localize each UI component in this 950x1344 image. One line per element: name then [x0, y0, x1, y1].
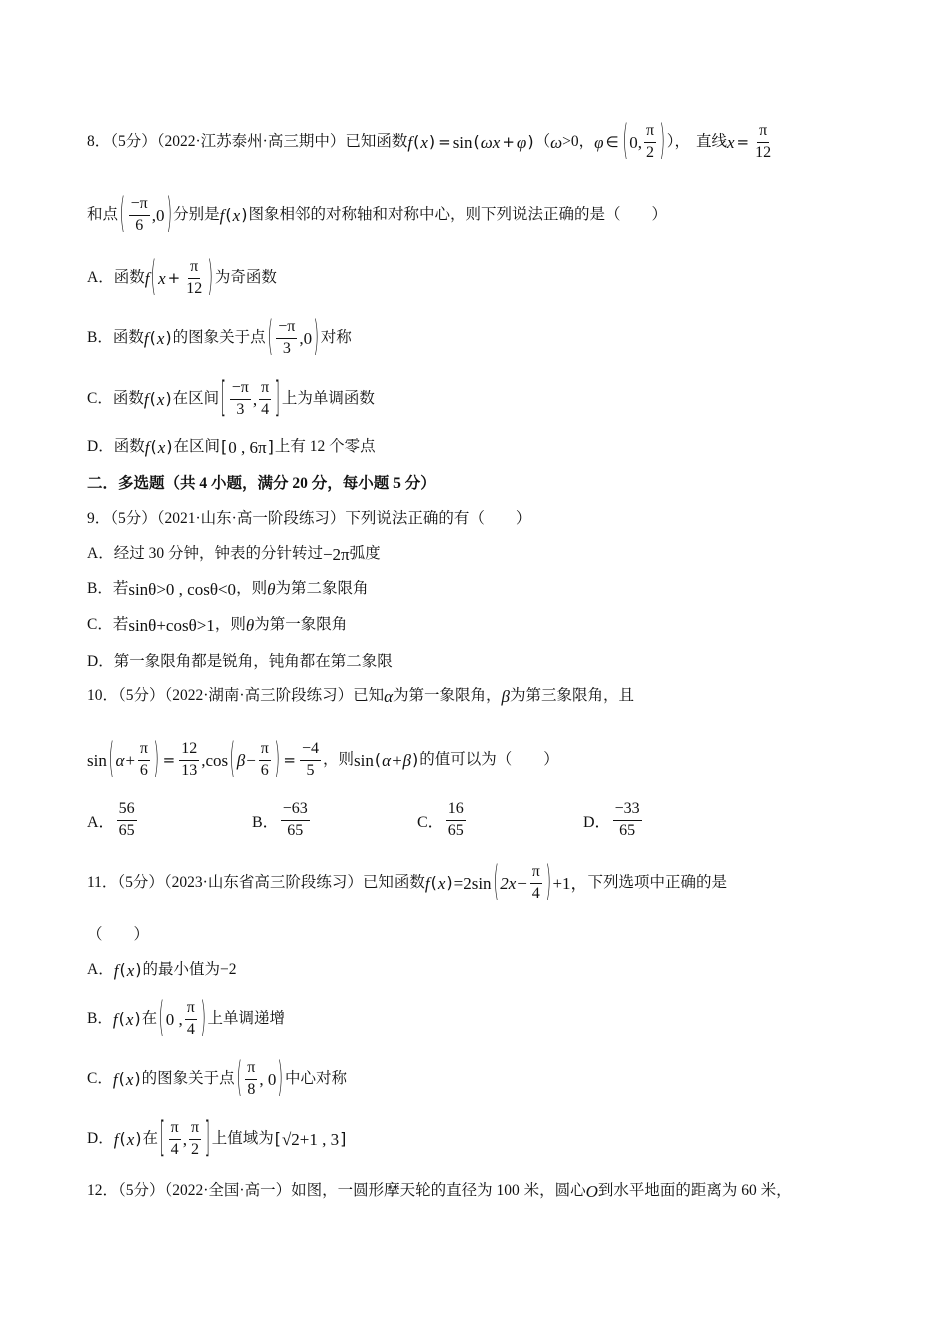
q8-c-frac1: $\frac{-\pi}{3}$: [231, 378, 249, 418]
q10-choice-c: C． $\frac{16}{65}$: [417, 799, 464, 839]
q11-frac-pi-4: $\frac{\pi}{4}$: [531, 862, 540, 902]
q10-choice-a: A． $\frac{56}{65}$: [87, 799, 135, 839]
q12-stem: 12．（5分）（2022·全国·高一）如图，一圆形摩天轮的直径为 100 米，圆心 O 到水平地面的距离为 60 米，: [87, 1181, 792, 1201]
q9-option-c: C．若 sinθ+cosθ>1 ，则 θ 为第一象限角: [87, 615, 348, 635]
q11-option-d: D． f ( x ) 在 [ $\frac{\pi}{4}$ , $\frac{\pi}{2}$ ] 上值域为 [ √2+1 , 3 ]: [87, 1113, 347, 1162]
q8-option-b: B．函数 f ( x ) 的图象关于点 ( $\frac{-\pi}{3}$ , 0 ) 对称: [87, 312, 352, 361]
q11-option-c: C． f ( x ) 的图象关于点 ( $\frac{\pi}{8}$ , 0 ) 中心对称: [87, 1053, 348, 1102]
q8-b-frac: $\frac{-\pi}{3}$: [278, 317, 296, 357]
q11-stem: 11．（5分）（2023·山东省高三阶段练习）已知函数 f ( x ) =2sin ( 2x− $\frac{\pi}{4}$ ) +1， 下列选项中正确的是: [87, 857, 728, 906]
q8-a-frac: $\frac{\pi}{12}$: [186, 257, 203, 297]
q10-frac-12-13: $\frac{12}{13}$: [181, 739, 198, 779]
q10-choice-a-frac: $\frac{56}{65}$: [118, 799, 135, 839]
q9-option-b: B．若 sinθ>0 , cosθ<0 ，则 θ 为第二象限角: [87, 579, 369, 599]
q10-frac-pi-6a: $\frac{\pi}{6}$: [139, 739, 148, 779]
q8-frac-pi-12: $\frac{\pi}{12}$: [755, 121, 772, 161]
q11-c-frac: $\frac{\pi}{8}$: [247, 1058, 256, 1098]
q8-stem-line2: 和点 ( $\frac{-\pi}{6}$ , 0 ) 分别是 f ( x ) 图象相邻的对称轴和对称中心，则下列说法正确的是（ ）: [87, 189, 667, 238]
q10-stem-line1: 10．（5分）（2022·湖南·高三阶段练习）已知 α 为第一象限角， β 为第三象限角，且: [87, 686, 635, 706]
q11-d-frac1: $\frac{\pi}{4}$: [170, 1118, 179, 1158]
q10-frac-neg4-5: $\frac{-4}{5}$: [302, 739, 320, 779]
q9-stem: 9．（5分）（2021·山东·高一阶段练习）下列说法正确的有（ ）: [87, 510, 532, 528]
q11-paren: （ ）: [87, 926, 150, 944]
q11-option-a: A． f ( x ) 的最小值为−2: [87, 960, 237, 980]
q10-choice-b: B． $\frac{-63}{65}$: [252, 799, 308, 839]
q9-option-a: A．经过 30 分钟，钟表的分针转过 −2π 弧度: [87, 544, 381, 564]
q8-frac-negpi-6: $\frac{-\pi}{6}$: [130, 194, 148, 234]
q8-option-c: C．函数 f ( x ) 在区间 [ $\frac{-\pi}{3}$ , $\frac{\pi}{4}$ ] 上为单调函数: [87, 373, 375, 422]
q11-option-b: B． f ( x ) 在 ( 0 , $\frac{\pi}{4}$ ) 上单调递增: [87, 993, 286, 1042]
q9-option-d: D．第一象限角都是锐角，钝角都在第二象限: [87, 653, 393, 671]
q10-stem-line2: sin ( α+ $\frac{\pi}{6}$ ) = $\frac{12}{13}$ , cos ( β− $\frac{\pi}{6}$ ) = $\frac{-4}{5}$ ，则 sin ( α+β ) 的值可以为（ ）: [87, 734, 559, 783]
q11-d-frac2: $\frac{\pi}{2}$: [190, 1118, 200, 1158]
q10-choice-d: D． $\frac{-33}{65}$: [583, 799, 640, 839]
q8-stem-line1: 8．（5分）（2022·江苏泰州·高三期中）已知函数 f ( x ) = sin ( ωx + φ ) （ ω >0， φ ∈ ( 0 , $\frac{\pi}{2}$ ) ）， 直线 x = $\frac{\pi}{12}$: [87, 116, 772, 165]
q8-c-frac2: $\frac{\pi}{4}$: [261, 378, 270, 418]
q10-choice-c-frac: $\frac{16}{65}$: [447, 799, 464, 839]
section-heading: 二．多选题（共 4 小题，满分 20 分，每小题 5 分）: [87, 475, 436, 493]
q10-frac-pi-6b: $\frac{\pi}{6}$: [260, 739, 269, 779]
q10-choice-b-frac: $\frac{-63}{65}$: [282, 799, 308, 839]
q8-option-a: A．函数 f ( x + $\frac{\pi}{12}$ ) 为奇函数: [87, 252, 277, 301]
q8-option-d: D．函数 f ( x ) 在区间 [ 0 , 6π ] 上有 12 个零点: [87, 437, 376, 457]
q8-frac-pi-2: $\frac{\pi}{2}$: [645, 121, 655, 161]
q10-choice-d-frac: $\frac{-33}{65}$: [614, 799, 640, 839]
q11-b-frac: $\frac{\pi}{4}$: [186, 998, 195, 1038]
